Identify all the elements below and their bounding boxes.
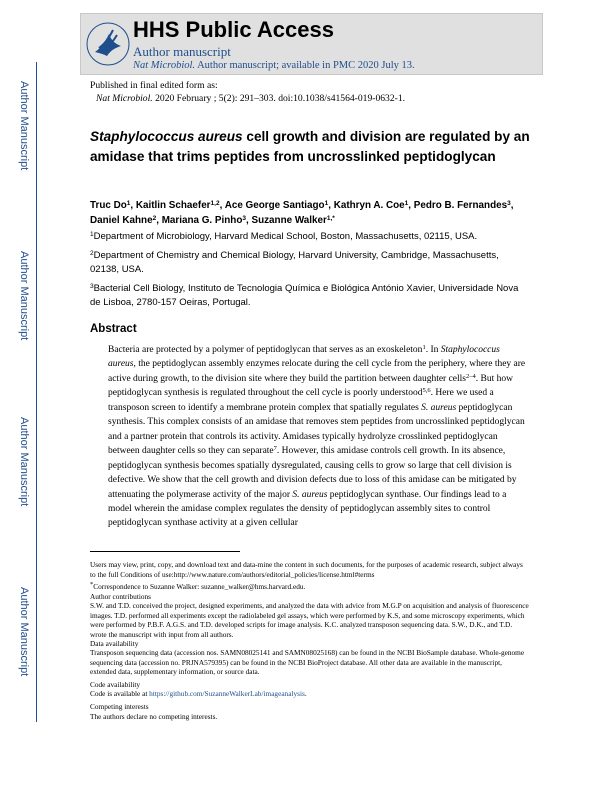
author: Pedro B. Fernandes <box>413 200 508 211</box>
citation-ref: 2–4 <box>466 372 476 380</box>
sidebar-divider <box>36 62 37 722</box>
abstract-text: , the peptidoglycan assembly enzymes relocate during the cell cycle from the periphery, where they are active during growth, to the division site where they build the partition between daughter cells <box>108 359 526 384</box>
affiliation-text: Bacterial Cell Biology, Instituto de Tecnologia Química e Biológica António Xavier, Universidade Nova de Lisboa, 2780-157 Oeiras, Portugal. <box>90 283 519 308</box>
author: Ace George Santiago <box>224 200 325 211</box>
correspondence-mark: * <box>90 581 94 588</box>
citation-line <box>96 93 405 104</box>
title-rest: cell growth and division are regulated by an amidase that trims peptides from uncrosslinked peptidoglycan <box>90 129 530 164</box>
code-link[interactable]: https://github.com/SuzanneWalkerLab/imageanalysis <box>149 689 305 698</box>
author-affil: 3 <box>242 214 246 222</box>
abstract-heading: Abstract <box>90 323 137 335</box>
citation-ref: 7 <box>273 445 277 453</box>
author: Daniel Kahne <box>90 214 153 226</box>
article-title <box>90 127 530 166</box>
author-affil: 1,* <box>326 214 335 222</box>
author-affil: 2 <box>152 214 157 222</box>
affiliation-number: 2 <box>90 250 94 257</box>
abstract-text: peptidoglycan synthase. Our findings lead to a model wherein the amidase complex regulates the density of peptidoglycan assembly sites to control peptidoglycan synthase activity at a given cellular <box>108 489 507 529</box>
author-affil: 3 <box>507 200 511 207</box>
abstract-text: . Here we used a transposon screen to identify a membrane protein complex that spatially regulates <box>108 388 494 413</box>
terms-of-use: Users may view, print, copy, and download text and data-mine the content in such documents, for the purposes of academic research, subject always to the full Conditions of use:http://www.nature.com/authors/editorial_policies/license.html#terms <box>90 560 523 579</box>
affiliation-number: 1 <box>90 231 94 238</box>
author: Kaitlin Schaefer <box>135 200 211 211</box>
sidebar-label: Author Manuscript <box>18 587 30 677</box>
author-affil: 1,2 <box>210 200 220 207</box>
sidebar-label: Author Manuscript <box>18 81 30 171</box>
contributions-heading: Author contributions <box>90 592 152 601</box>
title-italic: Staphylococcus aureus <box>90 129 243 144</box>
author: Mariana G. Pinho <box>161 214 243 226</box>
abstract-text: . But how peptidoglycan synthesis is regulated throughout the cell cycle is poorly understood <box>108 373 513 399</box>
author-list: Truc Do$^1$, Kaitlin Schaefer$^{1,2}$, Ace George Santiago$^1$, Kathryn A. Coe$^1$, Pedro B. Fernandes$^3$, Daniel Kahne$^2$, Mariana G. Pinho$^3$, Suzanne Walker$^{1,*}$ <box>90 200 514 226</box>
author: Suzanne Walker <box>251 214 327 226</box>
affiliation <box>90 249 530 277</box>
species-name: S. aureus <box>421 402 457 413</box>
competing-interests-heading: Competing interests <box>90 702 149 711</box>
abstract-text: . However, this amidase controls cell growth. In its absence, peptidoglycan synthesis becomes spatially dysregulated, causing cells to grow so large that cell division is defective. We show that the cell growth and division defects due to loss of this amidase can be mitigated by attenuating the polymerase activity of the major <box>108 446 517 500</box>
species-name: S. aureus <box>292 489 328 500</box>
hhs-banner <box>80 13 543 75</box>
sidebar-label: Author Manuscript <box>18 417 30 507</box>
journal-name: Nat Microbiol. <box>133 60 196 71</box>
hhs-title: HHS Public Access <box>133 17 334 42</box>
hhs-subtitle: Author manuscript <box>133 44 231 59</box>
author-affil: 1 <box>126 200 131 207</box>
hhs-eagle-logo-icon <box>85 18 131 70</box>
data-availability-heading: Data availability <box>90 639 139 648</box>
availability-text: Author manuscript; available in PMC 2020 July 13. <box>197 60 415 71</box>
affiliation-text: Department of Microbiology, Harvard Medical School, Boston, Massachusetts, 02115, USA. <box>93 231 478 242</box>
code-text: . <box>304 689 307 698</box>
availability-line <box>133 60 415 71</box>
author: Kathryn A. Coe <box>333 200 405 211</box>
published-label: Published in final edited form as: <box>90 80 218 91</box>
species-name: Staphylococcus aureus <box>108 345 500 370</box>
citation-journal: Nat Microbiol. <box>96 93 153 104</box>
author: Truc Do <box>90 200 127 211</box>
affiliation-number: 3 <box>90 283 94 290</box>
abstract-text: peptidoglycan synthesis. This complex consists of an amidase that removes stem peptides from uncrosslinked peptidoglycan and a partner protein that controls its activity. Amidases typically hydrolyze crosslinked peptidoglycan between daughter cells so they can separate <box>108 402 525 457</box>
affiliation-text: Department of Chemistry and Chemical Biology, Harvard University, Cambridge, Massachusetts, 02138, USA. <box>90 250 499 275</box>
citation-details: 2020 February ; 5(2): 291–303. doi:10.1038/s41564-019-0632-1. <box>155 93 406 104</box>
competing-interests-text: The authors declare no competing interests. <box>90 712 218 721</box>
correspondence-text: Correspondence to Suzanne Walker: suzanne_walker@hms.harvard.edu. <box>93 582 306 591</box>
author-affil: 1 <box>324 200 329 207</box>
citation-ref: 5,6 <box>422 387 431 395</box>
citation-ref: 1 <box>422 344 426 351</box>
abstract-text: . In <box>425 345 441 355</box>
footnote-divider <box>90 551 240 552</box>
code-availability-text <box>90 689 530 699</box>
abstract-body <box>108 343 526 531</box>
sidebar-label: Author Manuscript <box>18 251 30 341</box>
affiliation <box>90 230 530 244</box>
data-availability-text: Transposon sequencing data (accession nos. SAMN08025141 and SAMN08025168) can be found in the NCBI BioSample database. Whole-genome sequencing data (accession no. PRJNA579395) can be found in the NCBI BioProject database. All other data are available in the manuscript, extended data, supplementary information, or source data. <box>90 648 525 677</box>
code-text: Code is available at <box>90 689 150 698</box>
abstract-text: Bacteria are protected by a polymer of peptidoglycan that serves as an exoskeleton <box>108 345 423 355</box>
correspondence <box>90 582 530 592</box>
affiliation <box>90 282 530 310</box>
author-affil: 1 <box>404 200 409 207</box>
contributions-text: S.W. and T.D. conceived the project, designed experiments, and analyzed the data with advice from M.G.P on acquisition and analysis of fluorescence images. T.D. performed all experiments except the radiolabeled gel assays, which were performed by K.S, and some microscopy experiments, which were performed by P.B.F. A.G.S. and T.D. developed scripts for image analysis. K.C. analyzed transposon sequencing data. S.W., D.K., and T.D. wrote the manuscript with input from all authors. <box>90 601 529 639</box>
code-availability-heading: Code availability <box>90 680 141 689</box>
